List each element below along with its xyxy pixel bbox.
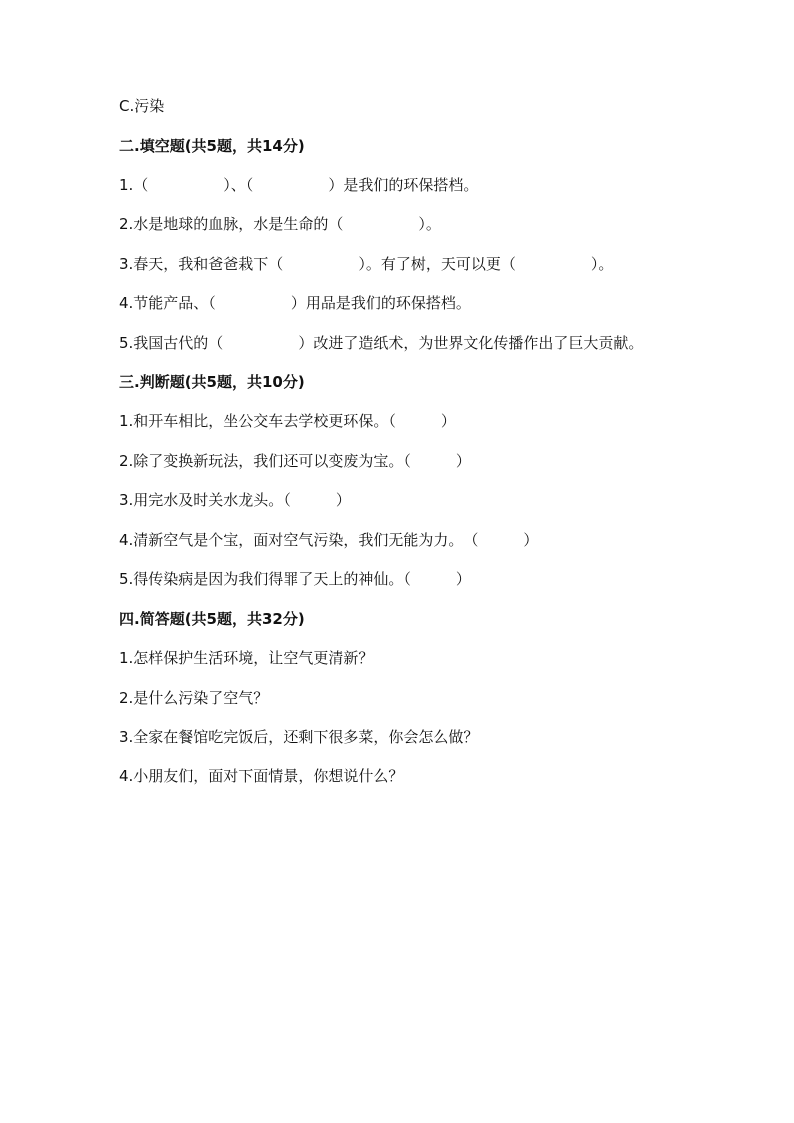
question-judge-2: 2.除了变换新玩法，我们还可以变废为宝。（ ） (119, 452, 471, 470)
section-heading-judgement: 三.判断题(共5题，共10分) (119, 373, 305, 391)
question-short-4: 4.小朋友们，面对下面情景，你想说什么？ (119, 767, 404, 785)
question-fill-3: 3.春天，我和爸爸栽下（ ）。有了树，天可以更（ ）。 (119, 255, 614, 273)
question-judge-1: 1.和开车相比，坐公交车去学校更环保。（ ） (119, 412, 456, 430)
question-short-2: 2.是什么污染了空气？ (119, 689, 269, 707)
question-judge-3: 3.用完水及时关水龙头。（ ） (119, 491, 351, 509)
question-fill-4: 4.节能产品、（ ）用品是我们的环保搭档。 (119, 294, 471, 312)
question-fill-5: 5.我国古代的（ ）改进了造纸术，为世界文化传播作出了巨大贡献。 (119, 334, 644, 352)
question-fill-1: 1.（ ）、（ ）是我们的环保搭档。 (119, 176, 479, 194)
question-short-1: 1.怎样保护生活环境，让空气更清新？ (119, 649, 374, 667)
question-short-3: 3.全家在餐馆吃完饭后，还剩下很多菜，你会怎么做？ (119, 728, 479, 746)
question-judge-4: 4.清新空气是个宝，面对空气污染，我们无能为力。 （ ） (119, 531, 539, 549)
section-heading-short-answer: 四.简答题(共5题，共32分) (119, 610, 305, 628)
question-judge-5: 5.得传染病是因为我们得罪了天上的神仙。（ ） (119, 570, 471, 588)
choice-option-c: C.污染 (119, 97, 165, 115)
section-heading-fill-blank: 二.填空题(共5题，共14分) (119, 137, 305, 155)
question-fill-2: 2.水是地球的血脉，水是生命的（ ）。 (119, 215, 441, 233)
